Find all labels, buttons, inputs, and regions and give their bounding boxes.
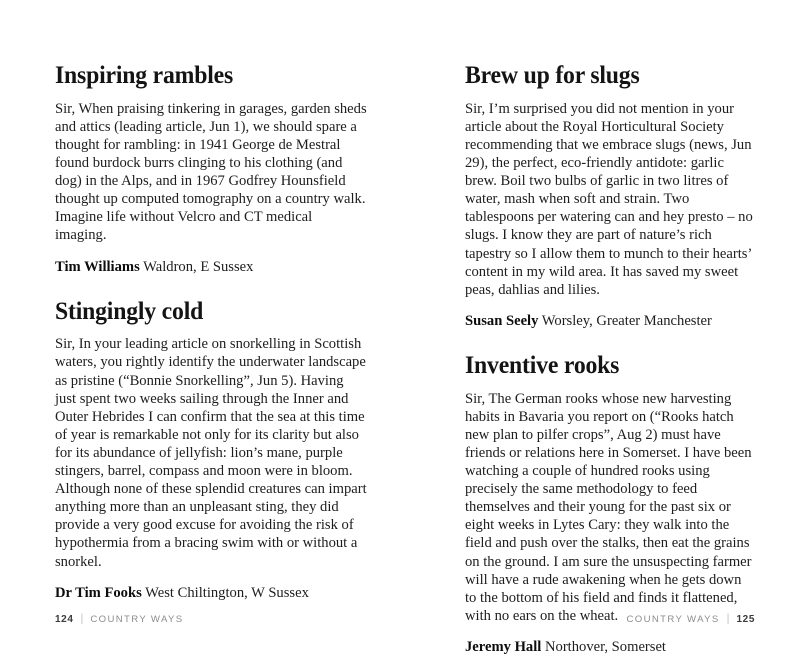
byline-name: Jeremy Hall — [465, 638, 542, 655]
letter-heading: Inventive rooks — [465, 349, 620, 379]
footer-imprint: COUNTRY WAYS — [90, 613, 184, 625]
letter-stingingly-cold — [55, 295, 367, 602]
page-number: 125 — [736, 613, 755, 625]
letter-byline — [55, 258, 367, 276]
letter-body: Sir, When praising tinkering in garages, garden sheds and attics (leading article, Jun 1), we should spare a thought for rambling: in 1941 George de Mestral found burdock burrs clinging to his clothing (and dog) in the Alps, and in 1967 Godfrey Hounsfield thought up computed tomography on a country walk. Imagine life without Velcro and CT medical imaging. — [55, 100, 367, 244]
byline-place: Northover, Somerset — [544, 638, 666, 655]
footer-separator: | — [726, 612, 730, 625]
page-number: 124 — [55, 613, 74, 625]
byline-name: Tim Williams — [55, 258, 140, 275]
letter-byline — [55, 584, 367, 602]
byline-name: Susan Seely — [465, 312, 539, 329]
letter-body: Sir, The German rooks whose new harvesting habits in Bavaria you report on (“Rooks hatch new plan to pilfer crops”, Aug 2) must have friends or relations here in Somerset. I have been watching a couple of hundred rooks using precisely the same methodology to feed themselves and their young for the past six or eight weeks in Lytes Cary: they walk into the field and push over the stalks, then eat the grains on the ground. I am sure the unsuspecting farmer will have a rude awakening when he gets down to the bottom of his field and finds it flattened, with no ears on the wheat. — [465, 390, 752, 624]
letter-heading: Stingingly cold — [55, 295, 204, 325]
letter-inventive-rooks — [465, 349, 755, 656]
letter-inspiring-rambles — [55, 62, 367, 276]
byline-name: Dr Tim Fooks — [55, 584, 142, 601]
byline-place: Waldron, E Sussex — [143, 258, 254, 275]
footer-imprint: COUNTRY WAYS — [626, 613, 720, 625]
letter-brew-up-for-slugs — [465, 62, 755, 330]
letter-heading: Brew up for slugs — [465, 60, 640, 89]
byline-place: Worsley, Greater Manchester — [541, 312, 712, 329]
page-footer-right — [627, 613, 756, 625]
letter-body: Sir, I’m surprised you did not mention in your article about the Royal Horticultural Society recommending that we embrace slugs (news, Jun 29), the perfect, eco-friendly antidote: garlic brew. Boil two bulbs of garlic in two litres of water, mash when soft and strain. Two tablespoons per watering can and hey presto – no slugs. I know they are part of nature’s rich tapestry so I allow them to munch to their hearts’ content in my wild area. It has saved my sweet peas, dahlias and lilies. — [465, 100, 753, 298]
byline-place: West Chiltington, W Sussex — [145, 584, 309, 601]
letter-body: Sir, In your leading article on snorkelling in Scottish waters, you rightly identify the underwater landscape as pristine (“Bonnie Snorkelling”, Jun 5). Having just spent two weeks sailing through the Inner and Outer Hebrides I can confirm that the sea at this time of year is remarkable not only for its clarity but also for its abundance of jellyfish: lion’s mane, purple stingers, barrel, compass and moon were in bloom. Although none of these splendid creatures can impart anything more than an unpleasant sting, they did provide a very good excuse for avoiding the risk of hypothermia from a bracing swim with or without a snorkel. — [55, 336, 367, 570]
footer-separator: | — [80, 612, 84, 625]
letter-byline — [465, 312, 755, 330]
page-footer-left — [55, 613, 184, 625]
page-right — [405, 0, 810, 659]
letter-heading: Inspiring rambles — [55, 60, 234, 89]
letter-byline — [465, 638, 755, 656]
